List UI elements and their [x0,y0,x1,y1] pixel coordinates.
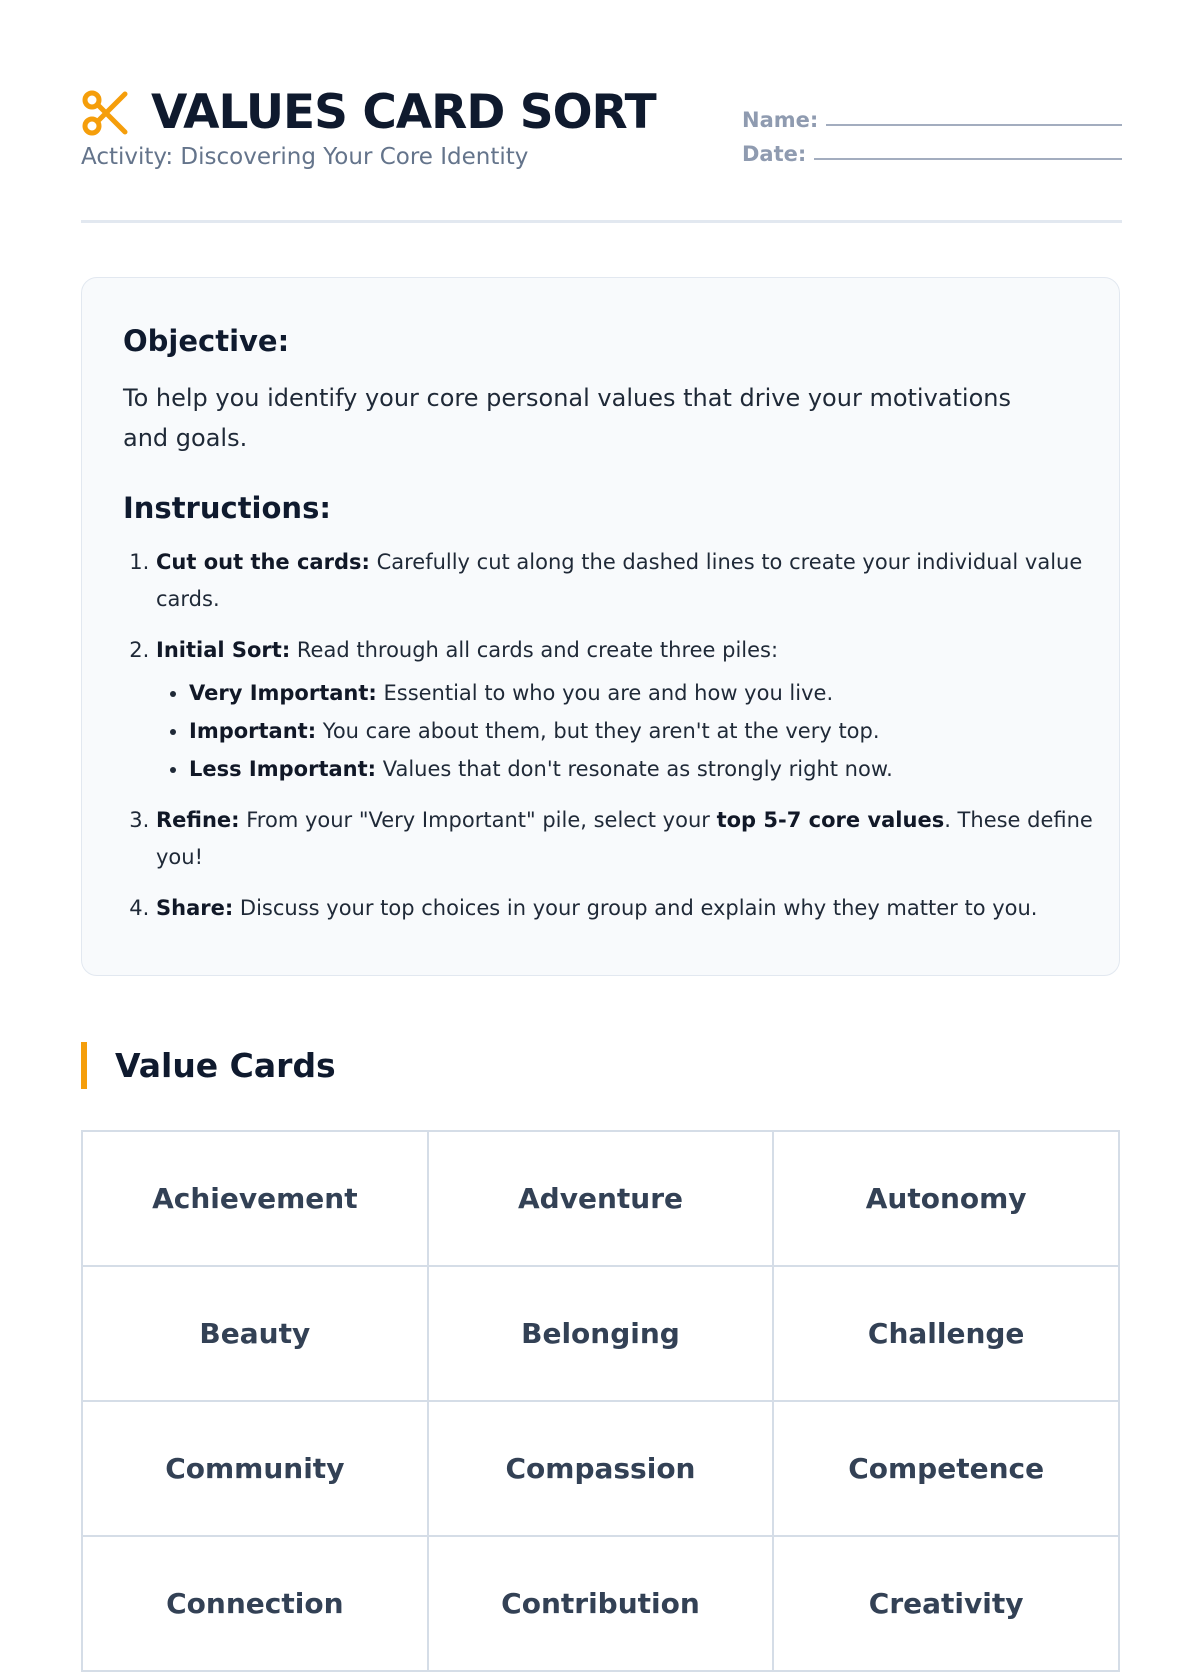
section-accent-bar [81,1042,87,1089]
name-label: Name: [742,108,819,132]
value-card: Community [83,1402,429,1537]
name-line[interactable] [826,124,1122,126]
step-title: Refine: [156,808,240,832]
pile-text: You care about them, but they aren't at the very top. [316,719,880,743]
pile-list [156,674,1106,788]
instructions-panel [81,277,1120,976]
value-card-grid [81,1130,1120,1672]
step-refine [156,802,1106,876]
objective-heading: Objective: [123,324,290,358]
step-text: . These define you! [156,808,1093,869]
value-card: Achievement [83,1132,429,1267]
value-card: Connection [83,1537,429,1672]
step-emphasis: top 5-7 core values [716,808,945,832]
step-text: From your "Very Important" pile, select your [239,808,717,832]
value-card: Belonging [429,1267,775,1402]
page-title: VALUES CARD SORT [151,85,656,140]
page-subtitle: Activity: Discovering Your Core Identity [81,144,529,170]
pile-less-important [189,750,1106,788]
pile-text: Values that don't resonate as strongly right now. [376,757,893,781]
step-title: Cut out the cards: [156,550,370,574]
name-field[interactable] [742,98,1122,132]
step-title: Share: [156,896,234,920]
step-text: Carefully cut along the dashed lines to create your individual value cards. [156,550,1083,611]
step-share [156,890,1106,927]
step-title: Initial Sort: [156,638,291,662]
value-card: Competence [774,1402,1120,1537]
instructions-heading: Instructions: [123,491,331,525]
value-card: Contribution [429,1537,775,1672]
value-card: Compassion [429,1402,775,1537]
pile-important [189,712,1106,750]
value-card: Creativity [774,1537,1120,1672]
step-text: Read through all cards and create three piles: [290,638,779,662]
date-field[interactable] [742,132,1122,166]
value-cards-heading: Value Cards [115,1046,336,1085]
date-label: Date: [742,142,807,166]
instruction-steps [123,544,1106,941]
step-text: Discuss your top choices in your group and explain why they matter to you. [233,896,1038,920]
step-initial-sort [156,632,1106,788]
pile-title: Very Important: [189,681,377,705]
pile-title: Important: [189,719,317,743]
worksheet-page [81,0,1122,1620]
title-row [81,82,656,144]
pile-very-important [189,674,1106,712]
value-cards-header [81,1042,336,1089]
scissors-icon [81,88,131,138]
pile-text: Essential to who you are and how you live. [376,681,834,705]
value-card: Adventure [429,1132,775,1267]
value-card: Beauty [83,1267,429,1402]
worksheet-header [81,0,1122,222]
objective-text: To help you identify your core personal values that drive your motivations and goals. [123,384,1011,452]
pile-title: Less Important: [189,757,377,781]
value-card: Autonomy [774,1132,1120,1267]
header-divider [81,220,1122,223]
step-cut-out [156,544,1106,618]
value-card: Challenge [774,1267,1120,1402]
name-date-fields [742,98,1122,166]
date-line[interactable] [814,158,1122,160]
